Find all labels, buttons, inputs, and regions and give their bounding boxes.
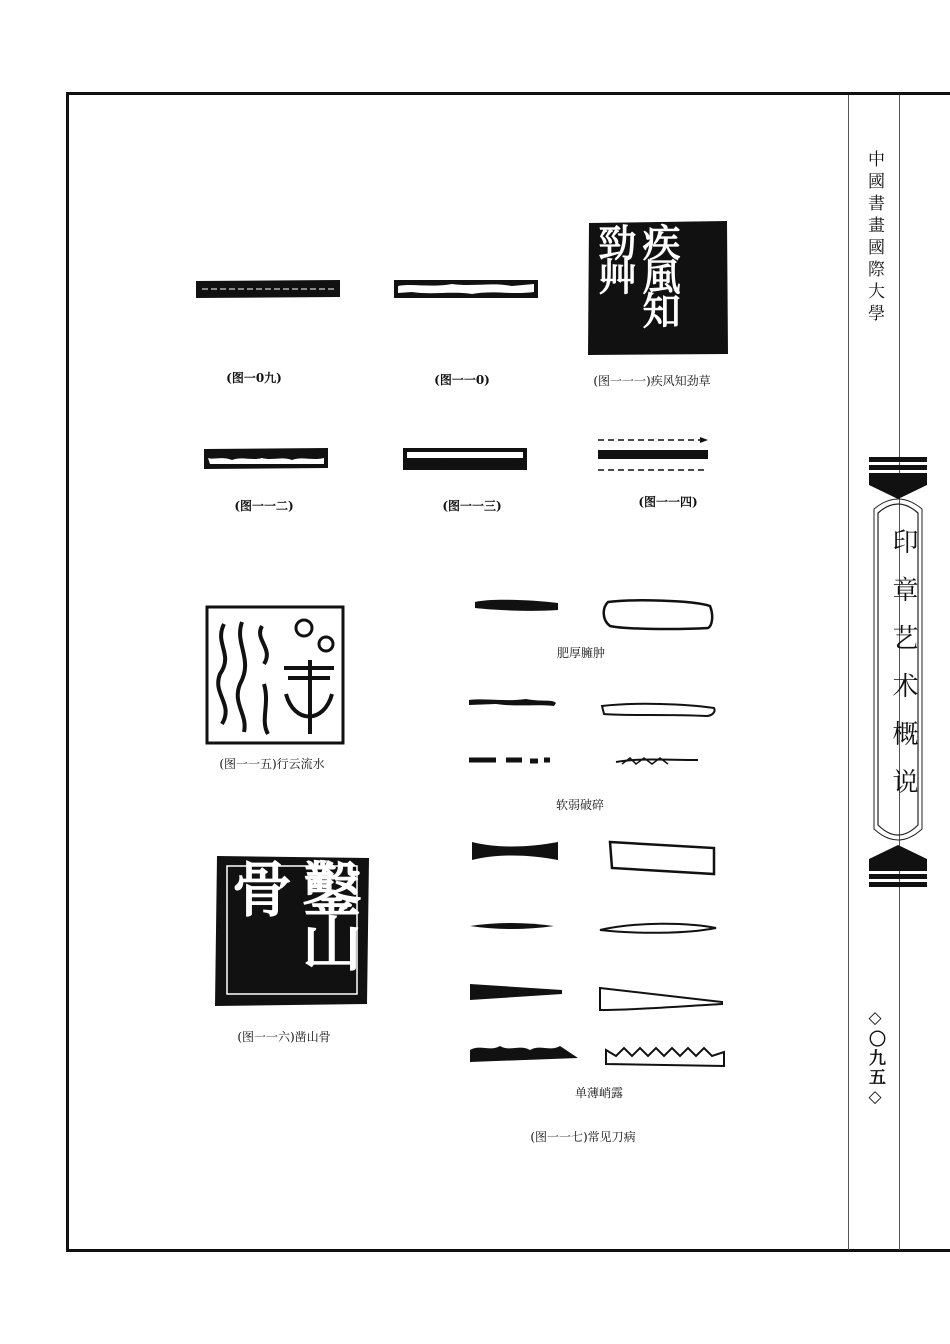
- sidebar-divider-left: [848, 95, 849, 1250]
- page-number: ◇〇九五◇: [865, 1008, 885, 1109]
- fig109-caption: (图一0九): [226, 371, 282, 385]
- sidebar-university: 中國書畫國際大學: [864, 150, 884, 326]
- fat-caption: 肥厚臃肿: [556, 646, 606, 660]
- fig115-seal: [204, 604, 346, 746]
- fig117-caption: (图一一七)常见刀病: [530, 1130, 636, 1144]
- fig109-stroke: [194, 278, 342, 300]
- fig113-caption: (图一一三): [442, 499, 502, 513]
- fig112-stroke: [202, 446, 330, 472]
- fig113-stroke: [401, 446, 529, 472]
- fig115-caption: (图一一五)行云流水: [219, 757, 325, 771]
- weak-caption: 软弱破碎: [555, 798, 605, 812]
- fig112-caption: (图一一二): [234, 499, 294, 513]
- weak-strokes: [466, 694, 720, 774]
- page-frame: [66, 92, 950, 1252]
- fig110-caption: (图一一0): [434, 373, 490, 387]
- thin-caption: 单薄峭露: [574, 1086, 624, 1100]
- fat-strokes: [472, 596, 718, 632]
- thin-strokes: [466, 838, 726, 1070]
- fig110-stroke: [392, 278, 540, 300]
- fig111-caption: (图一一一)疾风知劲草: [593, 374, 711, 388]
- fig116-caption: (图一一六)凿山骨: [237, 1030, 331, 1044]
- sidebar-book-title: 印章艺术概说: [888, 528, 918, 816]
- fig116-seal-text: 鑿山骨: [222, 858, 362, 966]
- fig114-strokes: [596, 436, 712, 476]
- fig114-caption: (图一一四): [638, 495, 698, 509]
- fig111-seal-text: 疾風知勁艸: [592, 223, 681, 325]
